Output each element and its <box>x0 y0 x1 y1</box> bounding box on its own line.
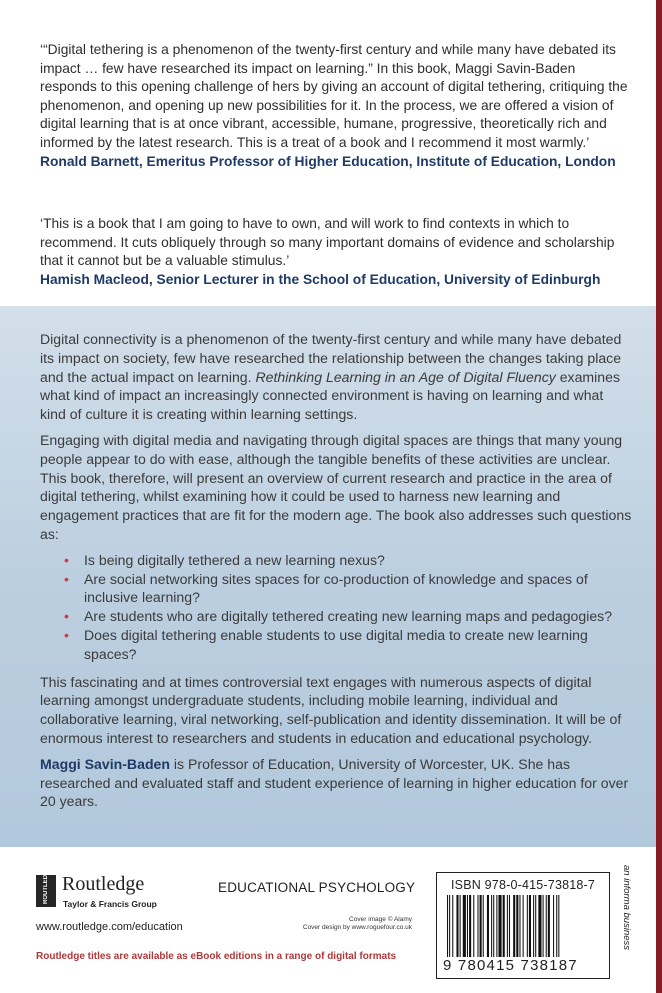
book-description <box>40 330 632 818</box>
barcode-bar <box>535 895 536 957</box>
barcode-bar <box>456 895 458 957</box>
author-bio-text: is Professor of Education, University of Worcester, UK. She has researched and evaluated staff and student experience of learning in higher education for over 20 years. <box>40 755 629 810</box>
cover-image-credit: Cover image © Alamy <box>349 916 412 923</box>
barcode-bar <box>519 895 520 957</box>
list-item <box>40 551 632 570</box>
barcode-bar <box>487 895 489 957</box>
list-item <box>40 607 632 626</box>
barcode-bar <box>538 895 541 957</box>
barcode-bar <box>516 895 518 957</box>
barcode-bar <box>523 895 524 957</box>
barcode-bar <box>449 895 450 957</box>
barcode-bar <box>477 895 478 957</box>
endorsement-macleod <box>40 215 630 289</box>
barcode-panel <box>436 872 610 979</box>
barcode-bar <box>491 895 492 957</box>
bullet-icon: • <box>64 608 69 625</box>
barcode-bar <box>548 895 550 957</box>
barcode-bar <box>483 895 484 957</box>
barcode-bar <box>543 895 544 957</box>
list-item <box>40 570 632 608</box>
barcode-bar <box>463 895 466 957</box>
barcode-bar <box>503 895 505 957</box>
barcode-bar <box>546 895 547 957</box>
endorsement-attribution: Hamish Macleod, Senior Lecturer in the School of Education, University of Edinburgh <box>40 271 601 287</box>
barcode-bar <box>529 895 531 957</box>
barcode-bar <box>452 895 453 957</box>
barcode-bar <box>498 895 501 957</box>
blurb-paragraph-3: This fascinating and at times controversial text engages with numerous aspects of digital learning amongst undergraduate students, including mobile learning, individual and collaborative learning, viral networking, self-publication and identity dissemination. It will be of enormous interest to researchers and students in education and educational psychology. <box>40 673 622 746</box>
question-list <box>40 551 632 664</box>
endorsement-quote: ‘“Digital tethering is a phenomenon of the twenty-first century and while many have debated its impact … few have researched its impact on learning.” In this book, Maggi Savin-Baden responds to this opening challenge of hers by giving an account of digital tethering, critiquing the phenomenon, and opening up new possibilities for it. In the process, we are offered a vision of digital learning that is at once vibrant, accessible, humane, progressive, theoretically rich and informed by the latest research. This is a treat of a book and I recommend it most warmly.’ <box>40 42 628 150</box>
barcode-bar <box>473 895 474 957</box>
barcode-bar <box>447 895 448 957</box>
isbn-digits: 9 780415 738187 <box>443 957 578 974</box>
isbn-label: ISBN 978-0-415-73818-7 <box>451 878 596 892</box>
list-item <box>40 626 632 664</box>
question-text: Does digital tethering enable students to use digital media to create new learning spaces? <box>84 626 588 662</box>
question-text: Are social networking sites spaces for co-production of knowledge and spaces of inclusive learning? <box>84 570 588 606</box>
barcode-bar <box>460 895 461 957</box>
barcode-bar <box>507 895 508 957</box>
author-bio <box>40 755 632 811</box>
cover-footer <box>0 847 656 993</box>
barcode-bar <box>556 895 557 957</box>
bullet-icon: • <box>64 551 69 568</box>
barcode-bar <box>467 895 468 957</box>
spine-edge <box>656 0 662 993</box>
barcode-bar <box>469 895 471 957</box>
bullet-icon: • <box>64 626 69 643</box>
blurb-text: examines what kind of impact an increasingly connected environment is having on learning and what kind of culture it is creating within learning settings. <box>40 368 621 423</box>
barcode-bar <box>553 895 554 957</box>
ebook-note: Routledge titles are available as eBook editions in a range of digital formats <box>36 951 397 962</box>
barcode-bar <box>496 895 497 957</box>
barcode-bar <box>493 895 494 957</box>
barcode-icon <box>447 895 597 957</box>
barcode-bar <box>558 895 559 957</box>
informa-business-note: an informa business <box>621 865 632 951</box>
question-text: Is being digitally tethered a new learning nexus? <box>84 551 385 568</box>
author-name: Maggi Savin-Baden <box>40 755 170 772</box>
question-text: Are students who are digitally tethered creating new learning maps and pedagogies? <box>84 608 613 625</box>
endorsement-quote: ‘This is a book that I am going to have to own, and will work to find contexts in which to recommend. It cuts obliquely through so many important domains of evidence and scholarship that it cannot but be a valuable stimulus.’ <box>40 216 615 269</box>
cover-credits <box>270 916 412 932</box>
publisher-name: Routledge <box>62 873 145 895</box>
bullet-icon: • <box>64 570 69 587</box>
barcode-bar <box>513 895 515 957</box>
book-title: Rethinking Learning in an Age of Digital Fluency <box>255 368 556 385</box>
endorsement-attribution: Ronald Barnett, Emeritus Professor of Higher Education, Institute of Education, London <box>40 153 616 169</box>
barcode-bar <box>533 895 534 957</box>
cover-design-credit: Cover design by www.roguefour.co.uk <box>302 924 412 931</box>
logo-mark-text: ROUTLEDGE <box>43 866 49 904</box>
barcode-bar <box>527 895 528 957</box>
blurb-paragraph-1 <box>40 330 632 424</box>
blurb-text: Digital connectivity is a phenomenon of the twenty-first century and while many have debated its impact on society, few have researched the relationship between the changes taking place and the actual impact on learning. <box>40 331 622 385</box>
barcode-bar <box>480 895 482 957</box>
barcode-bar <box>509 895 510 957</box>
routledge-logo-icon <box>36 866 56 907</box>
subject-category: EDUCATIONAL PSYCHOLOGY <box>218 880 416 895</box>
publisher-group: Taylor & Francis Group <box>63 899 157 909</box>
endorsement-barnett <box>40 41 630 171</box>
blurb-paragraph-2: Engaging with digital media and navigating through digital spaces are things that many young people appear to do with ease, although the tangible benefits of these activities are unclear. This book, therefore, will present an overview of current research and practice in the area of digital tethering, whilst examining how it could be used to harness new learning and engagement practices that are fit for the modern age. The book also addresses such questions as: <box>40 431 632 542</box>
publisher-website: www.routledge.com/education <box>36 921 183 933</box>
